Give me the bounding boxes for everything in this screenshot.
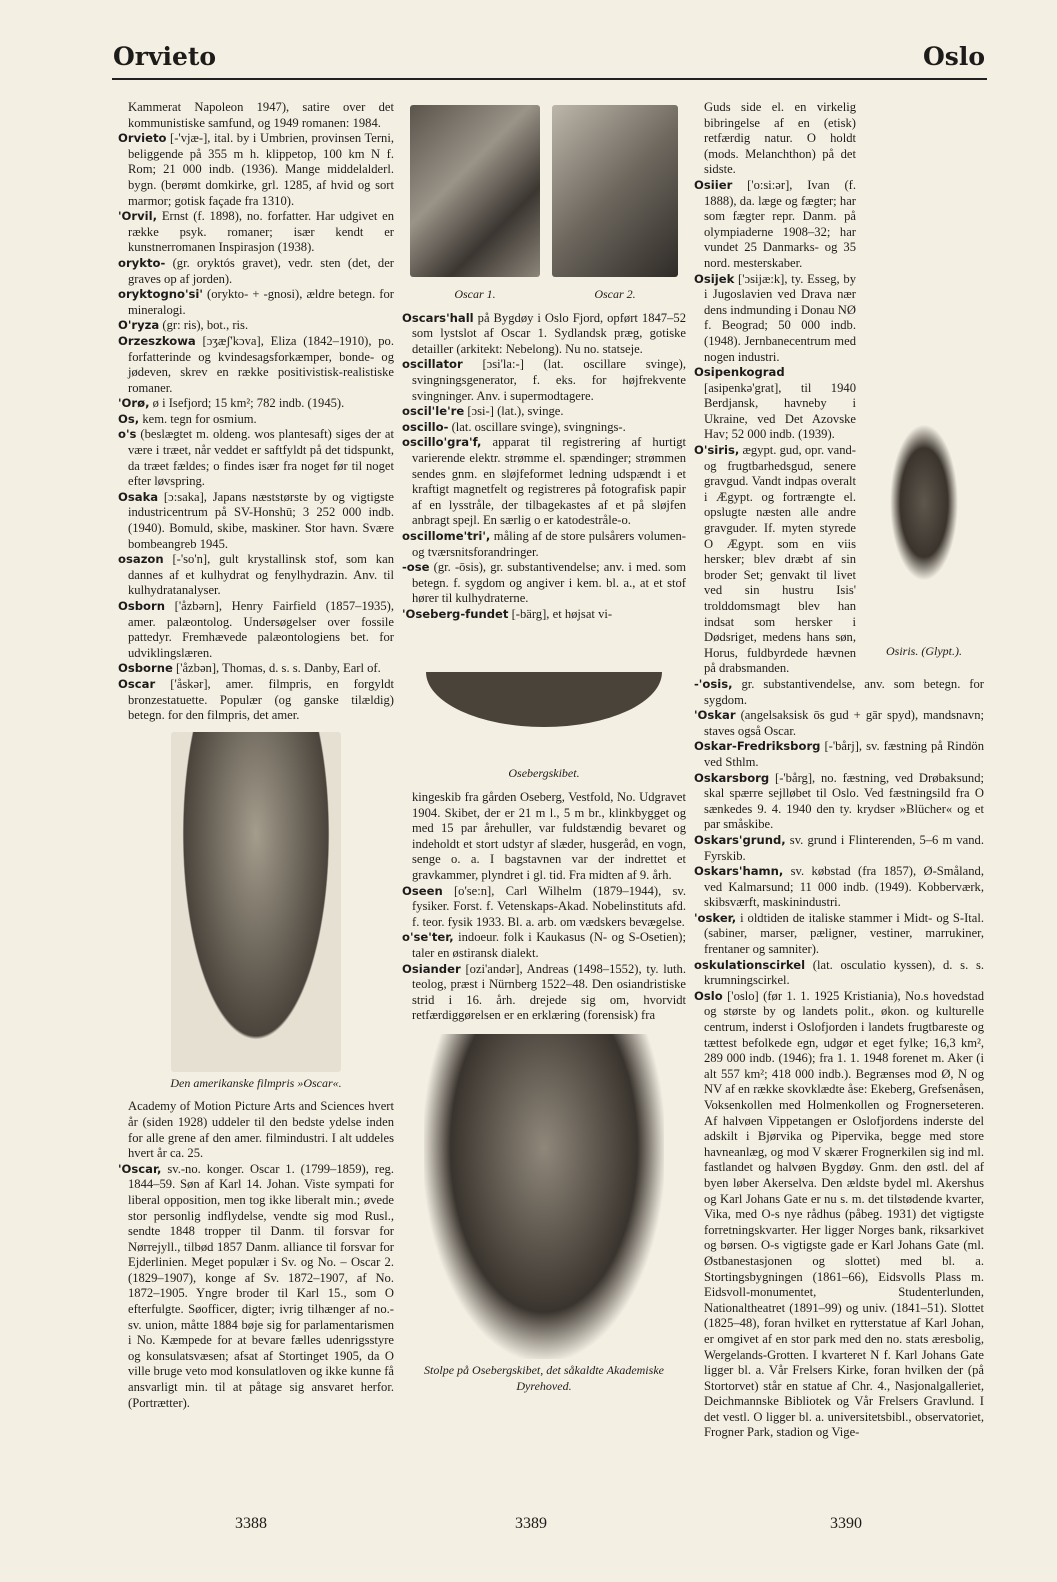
- oscar1-portrait: [410, 105, 540, 277]
- page-number-middle: 3389: [515, 1515, 547, 1532]
- dictionary-entry: [402, 560, 686, 607]
- entry-body: ['oslo] (før 1. 1. 1925 Kristiania), No.s hovedstad og største by og landets polit., økon. og kulturelle centrum, inderst i Oslofjorden i landets frugtbareste og tættest befolkede egn, udgør et eget fylke; 16,3 km², 289 000 indb. (1946); fra 1. 1. 1948 forenet m. Aker (i alt 557 km²; 418 000 indb.). Begrænses mod Ø, N og NV af en række skovklædte åse: Ekeberg, Grefsenåsen, Voksenkollen med Holmenkollen og Frognerseteren. Af halvøen Vippetangen er Oslofjordens inderste del adskilt i Bjørvika og Pipervika, begge med store havneanlæg, og mod V skærer Frognerkilen sig ind ml. fastlandet og halvøen Bygdøy. Gnm. den østl. del af byen løber Akerselva. Den ældste bydel ml. Akershus og Karl Johans Gate er nu s. m. det tilstødende kvarter, Vika, med O-s nye rådhus (påbeg. 1931) det vigtigste forretningskvarter. Her ligger Norges bank, riksarkivet og børsen. O-s vigtigste gade er Karl Johans Gate (ml. Østbanestasjonen og slottet) med bl. a. Stortingsbygningen (1861–66), Eidsvolls Plass m. Eidsvoll-monumentet, Studenterlunden, Nationaltheatret (1891–99) og univ. (1841–51). Slottet (1825–48), foran hvilket en rytterstatue af Karl Johan, er omgivet af en stor park med den no. stats æresbolig, Wergelands-Grotten. I kvarteret N f. Karl Johans Gate ligger bl. a. Vår Frelsers Kirke, foran hvilken der (på Stortorvet) står en statue af Chr. 4., Nasjonalgalleriet, Deichmannske Bibliotek og Vår Frelsers Gravlund. I det vestl. O ligger bl. a. universitetsbibl., observatoriet, Frogner Park, stadion og Vige-: [704, 988, 984, 1440]
- oscar2-figure: [552, 105, 678, 311]
- dictionary-entry: [118, 490, 394, 552]
- dictionary-entry: [118, 287, 394, 318]
- dictionary-entry: [118, 318, 394, 334]
- dictionary-entry: [118, 209, 394, 256]
- dictionary-entry: [402, 357, 686, 404]
- entry-body: [ɔ:saka], Japans næststørste by og vigtigste industricentrum på SV-Honshū; 3 252 000 indb. (1940). Bomuld, skibe, maskiner. Stor havn. Svære bombeangreb 1945.: [128, 489, 394, 551]
- dictionary-entry: [694, 739, 984, 770]
- entry-body: [ozi'andər], Andreas (1498–1552), ty. luth. teolog, præst i Nürnberg 1522–48. Den osiandristiske strid i 16. årh. drejede sig om, hvorvidt retfærdiggørelsen er en erklæring (forensisk) fra: [412, 961, 686, 1023]
- dictionary-entry: [118, 1162, 394, 1412]
- dictionary-entry: [402, 435, 686, 529]
- entry-body: [asipenkə'grat], til 1940 Berdjansk, havneby i Ukraine, ved Det Azovske Hav; 52 000 indb. (1939).: [704, 380, 856, 442]
- dictionary-entry: [402, 962, 686, 1024]
- column-3: [694, 100, 984, 1441]
- entry-body: ['åzbərn], Henry Fairfield (1857–1935), amer. palæontolog. Undersøgelser over fossile pattedyr. Fremhævede palæontologiens bet. for udviklingslæren.: [128, 599, 394, 660]
- entry-headword: oscillo-: [402, 419, 449, 434]
- entry-body: indoeur. folk i Kaukasus (N- og S-Osetien); taler en østiransk dialekt.: [412, 930, 686, 960]
- entry-headword: 'Oseberg-fundet: [402, 606, 509, 621]
- entry-headword: -'osis,: [694, 676, 733, 691]
- entry-headword: Osaka: [118, 489, 159, 504]
- entry-body: [ɔsi'la:-] (lat. oscillare svinge), svingningsgenerator, f. eks. for højfrekvente svingninger. Anv. i supermodtagere.: [412, 357, 686, 403]
- dictionary-entry: [694, 708, 984, 739]
- dictionary-entry: [118, 427, 394, 489]
- entry-body: ['åzbən], Thomas, d. s. s. Danby, Earl of.: [172, 661, 381, 676]
- page-number-right: 3390: [830, 1515, 862, 1532]
- oseberg-ship-image: [416, 632, 672, 762]
- osiris-figure: [864, 365, 984, 668]
- entry-headword: oscillome'tri',: [402, 528, 491, 543]
- header-rule: [112, 78, 987, 80]
- entry-headword: O'siris,: [694, 443, 740, 458]
- osiris-statue-image: [864, 365, 984, 640]
- oscar-statuette-image: [171, 732, 341, 1072]
- dictionary-entry: [402, 790, 686, 884]
- entry-headword: Oskarsborg: [694, 770, 770, 785]
- dictionary-entry: [694, 911, 984, 958]
- entry-body: [-'bårg], no. fæstning, ved Drøbaksund; skal spærre sejlløbet til Oslo. Ved fæstningsild fra O sænkedes 9. 4. 1940 den ty. krydser »Blücher« og et par småskibe.: [704, 770, 984, 832]
- entry-body: sv.-no. konger. Oscar 1. (1799–1859), reg. 1844–59. Søn af Karl 14. Johan. Viste sympati for liberal opposition, men tog ikke liberalt min.; øvede stor personlig indflydelse, vendte sig mod Rusl., sendte 1848 tropper til Danm. til forsvar for Nørrejyll., tilbød 1857 Danm. alliance til forsvar for Ejderlinien. Meget populær i Sv. og No. – Oscar 2. (1829–1907), konge af Sv. 1872–1907, af No. 1872–1905. Yngre broder til Karl 15., som O efterfulgte. Søofficer, digter; ivrig tilhænger af no.-sv. union, måtte 1884 bøje sig for parlamentarismen i No. Kæmpede for at bevare fælles udenrigsstyre og konsulatsvæsen; afsat af Stortinget 1905, da O ville bruge veto mod konsulatloven og ikke kunne få ansvarligt min. til at påtage sig ansvaret herfor. (Portrætter).: [128, 1161, 394, 1410]
- dictionary-entry: [118, 677, 394, 724]
- entry-body: (beslægtet m. oldeng. wos plantesaft) siges der at være i træet, når veddet er saftfyldt på det tidspunkt, da træet fældes; o findes især fra noget før til noget efter løvspring.: [128, 427, 394, 489]
- dictionary-entry: [694, 989, 984, 1441]
- entry-body: i oldtiden de italiske stammer i Midt- og S-Ital. (sabiner, marser, pæligner, vestiner, marrukiner, frentaner og samniter).: [704, 910, 984, 957]
- entry-headword: 'Orø,: [118, 396, 150, 411]
- dictionary-entry: [402, 930, 686, 961]
- entry-headword: oscil'le're: [402, 404, 465, 419]
- entry-body: (orykto- + -gnosi), ældre betegn. for mineralogi.: [128, 287, 394, 317]
- entry-body: [-'bårj], sv. fæstning på Rindön ved Sthlm.: [704, 739, 984, 769]
- entry-headword: Osborn: [118, 599, 165, 613]
- entry-headword: Oscars'hall: [402, 310, 474, 325]
- entry-body: gr. substantivendelse, anv. som betegn. for sygdom.: [704, 676, 984, 707]
- dictionary-entry: [694, 677, 984, 708]
- dictionary-entry: [118, 552, 394, 599]
- dictionary-entry: [694, 178, 984, 272]
- entry-body: apparat til registrering af hurtigt varierende elektr. strømme el. spændinger; strømmen sendes gnm. en sløjfeformet ledning udspændt i et kraftigt magnetfelt og registreres på fotografisk papir af en lysstråle, der tilbagekastes af et på sløjfen anbragt spejl. En særlig o er katodestråle-o.: [412, 435, 686, 528]
- entry-headword: O'ryza: [118, 318, 160, 333]
- statuette-caption: Den amerikanske filmpris »Oscar«.: [170, 1075, 342, 1090]
- dictionary-entry: [694, 833, 984, 864]
- entry-body: [-'so'n], gult krystallinsk stof, som kan dannes af et kulhydrat og fenylhydrazin. Anv. til kulhydratanalyser.: [128, 552, 394, 598]
- entry-body: ['åskər], amer. filmpris, en forgyldt bronzestatuette. Populær (og ganske tilældig) betegn. for den filmpris, det amer.: [128, 676, 394, 723]
- column-2: [402, 105, 686, 1402]
- entry-body: [-bärg], et højsat vi-: [508, 606, 613, 621]
- dictionary-entry: [402, 420, 686, 436]
- entry-body: ægypt. gud, opr. vand- og frugtbarhedsgud, senere gravgud. Vandt indpas overalt i Ægypt. og fortrængte el. opslugte næsten alle andre gravguder. If. myten styrede O Ægypt. som en viis hersker; blev dræbt af sin broder Set; genvakt til livet ved sin hustru Isis' trolddomsmagt blev han indsat som hersker i Dødsriget, medens hans søn, Horus, fuldbyrdede hævnen på drabsmanden.: [704, 443, 856, 676]
- dictionary-entry: [402, 607, 686, 623]
- entry-body: (gr. -ōsis), gr. substantivendelse; anv. i med. som betegn. f. sygdom og angiver i kem. bl. a., at et stof hører til kulhydraterne.: [412, 560, 686, 606]
- entry-headword: Osijek: [694, 271, 735, 286]
- dictionary-entry: [118, 412, 394, 428]
- entry-headword: o's: [118, 427, 137, 442]
- dictionary-entry: [402, 884, 686, 931]
- entry-body: sv. grund i Flinterenden, 5–6 m vand. Fyrskib.: [704, 832, 984, 863]
- entry-body: ['o:si:ər], Ivan (f. 1888), da. læge og fægter; har som fægter repr. Danm. på olympiaderne 1908–32; har vundet 25 Danmarks- og 35 nord. mesterskaber.: [704, 177, 856, 270]
- header-right-guideword: Oslo: [922, 42, 985, 71]
- entry-body: sv. købstad (fra 1857), Ø-Småland, ved Kalmarsund; 11 000 indb. (1949). Kobberværk, skibsværft, maskinindustri.: [704, 864, 984, 910]
- oscar2-caption: Oscar 2.: [594, 287, 636, 301]
- entry-body: ø i Isefjord; 15 km²; 782 indb. (1945).: [149, 396, 345, 411]
- entry-body: [ɔsi-] (lat.), svinge.: [464, 404, 564, 419]
- entry-headword: Oseen: [402, 883, 443, 898]
- dictionary-entry: [118, 100, 394, 131]
- header-left-guideword: Orvieto: [113, 42, 217, 71]
- entry-headword: oskulationscirkel: [694, 957, 806, 972]
- entry-headword: Osborne: [118, 661, 173, 676]
- entry-headword: 'Oskar: [694, 708, 736, 723]
- oscar2-portrait: [552, 105, 678, 277]
- entry-body: ['ɔsijæ:k], ty. Esseg, by i Jugoslavien ved Drava nær dens indmunding i Donau NØ f. Beograd; 50 000 indb. (1948). Jernbanecentrum med nogen industri.: [704, 271, 856, 364]
- entry-body: (gr. oryktós gravet), vedr. sten (det, der graves op af jorden).: [128, 255, 394, 286]
- entry-headword: orykto-: [118, 255, 166, 270]
- entry-headword: Osipenkograd: [694, 365, 785, 380]
- entry-body: kingeskib fra gården Oseberg, Vestfold, No. Udgravet 1904. Skibet, der er 21 m l., 5 m br., klinkbygget og med 15 par årehuller, var fuldstændig bevaret og indeholdt et stort udstyr af slæder, husgeråd, en vogn, senge o. a. I bagstavnen var der indrettet et gravkammer, plyndret i gl. tid. Fra midten af 9. årh.: [412, 790, 686, 883]
- dictionary-entry: [694, 771, 984, 833]
- entry-body: Ernst (f. 1898), no. forfatter. Har udgivet en række psyk. romaner; især kendt er kunstnerromanen Inspirasjon (1938).: [128, 209, 394, 255]
- entry-headword: oscillator: [402, 357, 463, 372]
- dyrehoved-caption: Stolpe på Osebergskibet, det såkaldte Akademiske Dyrehoved.: [424, 1362, 664, 1393]
- entry-headword: Osiier: [694, 177, 733, 192]
- dictionary-entry: [118, 661, 394, 677]
- dictionary-entry: [118, 131, 394, 209]
- osiris-caption: Osiris. (Glypt.).: [886, 644, 962, 658]
- page-number-left: 3388: [235, 1515, 267, 1532]
- entry-headword: 'osker,: [694, 910, 737, 925]
- entry-headword: osazon: [118, 552, 164, 567]
- entry-headword: 'Oscar,: [118, 1161, 162, 1176]
- entry-headword: 'Orvil,: [118, 209, 158, 224]
- entry-headword: -ose: [402, 560, 430, 575]
- entry-headword: Oskars'grund,: [694, 832, 786, 847]
- entry-body: kem. tegn for osmium.: [139, 411, 257, 426]
- entry-headword: Os,: [118, 411, 140, 426]
- dictionary-entry: [402, 311, 686, 358]
- entry-body: (lat. osculatio kyssen), d. s. s. krumningscirkel.: [704, 957, 984, 988]
- entry-body: [ɔʒæʃ'kɔva], Eliza (1842–1910), po. forfatterinde og kvindesagsforkæmper, bonde- og jødeven, skrev en række positivistisk-realistiske romaner.: [128, 333, 394, 395]
- entry-headword: oscillo'gra'f,: [402, 435, 482, 450]
- entry-body: (gr: ris), bot., ris.: [159, 318, 249, 333]
- oscar1-figure: [410, 105, 540, 311]
- dictionary-entry: [118, 1099, 394, 1161]
- entry-body: måling af de store pulsårers volumen- og tværsnitsforandringer.: [412, 528, 686, 559]
- dictionary-entry: [118, 396, 394, 412]
- dyrehoved-image: [424, 1034, 664, 1359]
- entry-body: Kammerat Napoleon 1947), satire over det kommunistiske samfund, og 1949 romanen: 1984.: [128, 100, 394, 130]
- entry-headword: Oskar-Fredriksborg: [694, 739, 821, 754]
- entry-body: [-'vjæ-], ital. by i Umbrien, provinsen Terni, beliggende på 355 m h. klippetop, 100 km N f. Rom; 21 000 indb. (1936). Mange middelalderl. bygn. (berømt domkirke, grl. 1285, af hvid og sort marmor; gotisk façade fra 1310).: [128, 131, 394, 208]
- entry-body: [o'se:n], Carl Wilhelm (1879–1944), sv. fysiker. Forst. f. Vetenskaps-Akad. Nobelinstituts afd. f. teor. fysik 1933. Bl. a. arb. om vædskers bevægelse.: [412, 883, 686, 929]
- column-1: [118, 100, 394, 1411]
- entry-headword: o'se'ter,: [402, 930, 454, 945]
- dictionary-entry: [694, 272, 984, 366]
- entry-body: Guds side el. en virkelig bibringelse af en (etisk) retfærdig natur. O holdt (mods. Melanchthon) på det sidste.: [704, 100, 856, 177]
- entry-body: Academy of Motion Picture Arts and Sciences hvert år (siden 1928) uddeler til den bedste ydelse inden for alle grene af den amer. filmindustri. I alt uddeles hvert år ca. 25.: [128, 1099, 394, 1161]
- oscar1-caption: Oscar 1.: [454, 287, 496, 301]
- dictionary-entry: [118, 599, 394, 661]
- entry-headword: Orvieto: [118, 131, 167, 146]
- dictionary-entry: [118, 256, 394, 287]
- entry-headword: Oscar: [118, 676, 156, 691]
- dictionary-entry: [694, 864, 984, 911]
- dictionary-entry: [694, 958, 984, 989]
- entry-headword: Oslo: [694, 988, 723, 1003]
- oscar-statuette-figure: [171, 732, 341, 1072]
- entry-headword: Osiander: [402, 961, 461, 976]
- ship-caption: Osebergskibet.: [508, 766, 580, 781]
- entry-headword: Oskars'hamn,: [694, 864, 784, 879]
- entry-body: på Bygdøy i Oslo Fjord, opført 1847–52 som lystslot af Oscar 1. Sydlandsk præg, gotiske detailler (arkitekt: Nebelong). Nu no. statseje.: [412, 310, 686, 356]
- entry-body: (angelsaksisk ōs gud + gār spyd), mandsnavn; staves også Oscar.: [704, 708, 984, 738]
- entry-headword: Orzeszkowa: [118, 333, 196, 348]
- dictionary-entry: [694, 100, 984, 178]
- entry-headword: oryktogno'si': [118, 287, 203, 302]
- dictionary-entry: [118, 334, 394, 396]
- entry-body: (lat. oscillare svinge), svingnings-.: [448, 419, 626, 434]
- dictionary-entry: [402, 529, 686, 560]
- dictionary-entry: [402, 404, 686, 420]
